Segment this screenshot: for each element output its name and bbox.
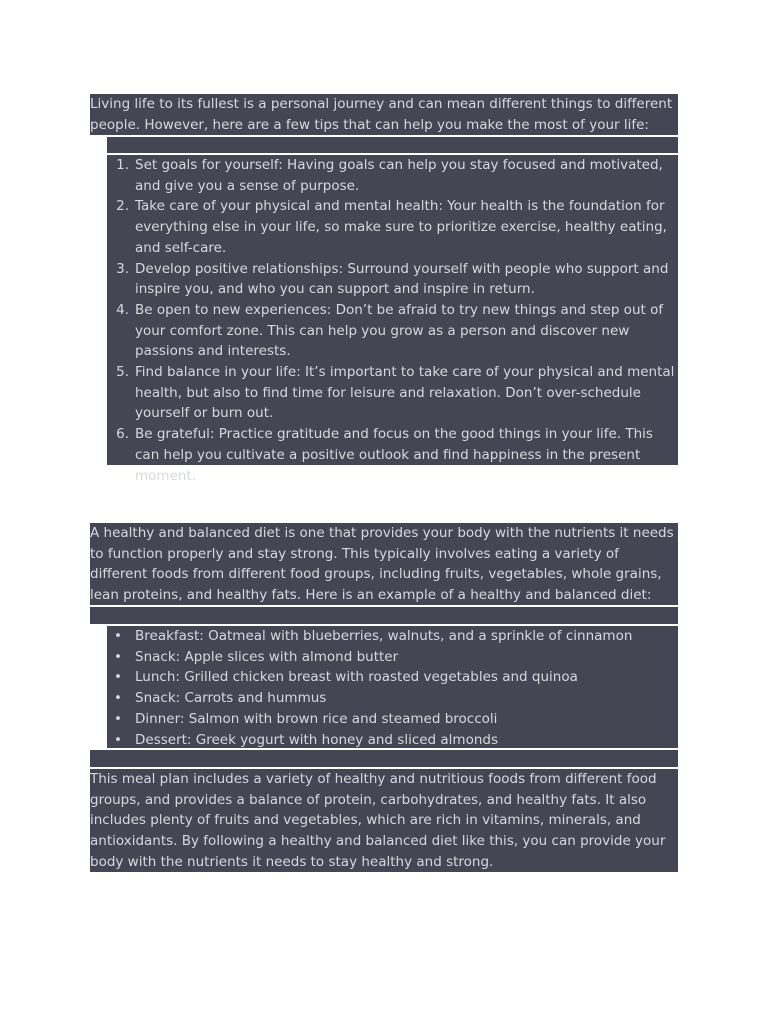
tip-item: 2. Take care of your physical and mental health: Your health is the foundation for everything else in your life, so make sure to prioritize exercise, healthy eating, and self-care. [116,198,667,256]
meal-item: • Dinner: Salmon with brown rice and steamed broccoli [114,710,498,727]
diet-intro-paragraph: A healthy and balanced diet is one that provides your body with the nutrients it needs to function properly and stay strong. This typically involves eating a variety of different foods from different food groups, including fruits, vegetables, whole grains, lean proteins, and healthy fats. Here is an example of a healthy and balanced diet: [90,525,674,604]
tips-block [107,155,678,484]
meal-item: • Dessert: Greek yogurt with honey and sliced almonds [114,731,498,748]
conclusion-block [90,769,678,872]
meal-item: • Breakfast: Oatmeal with blueberries, walnuts, and a sprinkle of cinnamon [114,628,633,644]
conclusion-header-strip [90,750,678,767]
intro-block [90,94,678,135]
tips-list [107,155,678,486]
meals-header-strip [90,607,678,624]
tip-item: 4. Be open to new experiences: Don’t be afraid to try new things and step out of your comfort zone. This can help you grow as a person and discover new passions and interests. [116,301,664,360]
meal-item: • Snack: Carrots and hummus [114,690,327,707]
tip-item: 6. Be grateful: Practice gratitude and focus on the good things in your life. This can help you cultivate a positive outlook and find happiness in the present moment. [116,426,653,484]
diet-intro-block [90,523,678,605]
intro-paragraph: Living life to its fullest is a personal journey and can mean different things to different people. However, here are a few tips that can help you make the most of your life: [90,96,673,133]
tip-item: 5. Find balance in your life: It’s important to take care of your physical and mental health, but also to find time for leisure and relaxation. Don’t over-schedule yourself or burn out. [116,364,675,422]
tip-item: 3. Develop positive relationships: Surround yourself with people who support and inspire you, and who you can support and inspire in return. [116,260,669,298]
meal-item: • Snack: Apple slices with almond butter [114,648,399,665]
tips-header-strip [107,137,678,153]
conclusion-paragraph: This meal plan includes a variety of healthy and nutritious foods from different food groups, and provides a balance of protein, carbohydrates, and healthy fats. It also includes plenty of fruits and vegetables, which are rich in vitamins, minerals, and antioxidants. By following a healthy and balanced diet like this, you can provide your body with the nutrients it needs to stay healthy and strong. [90,771,666,870]
tip-item: 1. Set goals for yourself: Having goals can help you stay focused and motivated, and give you a sense of purpose. [116,157,663,194]
meals-block [107,626,678,748]
meals-list [107,626,678,750]
meal-item: • Lunch: Grilled chicken breast with roasted vegetables and quinoa [114,669,578,686]
